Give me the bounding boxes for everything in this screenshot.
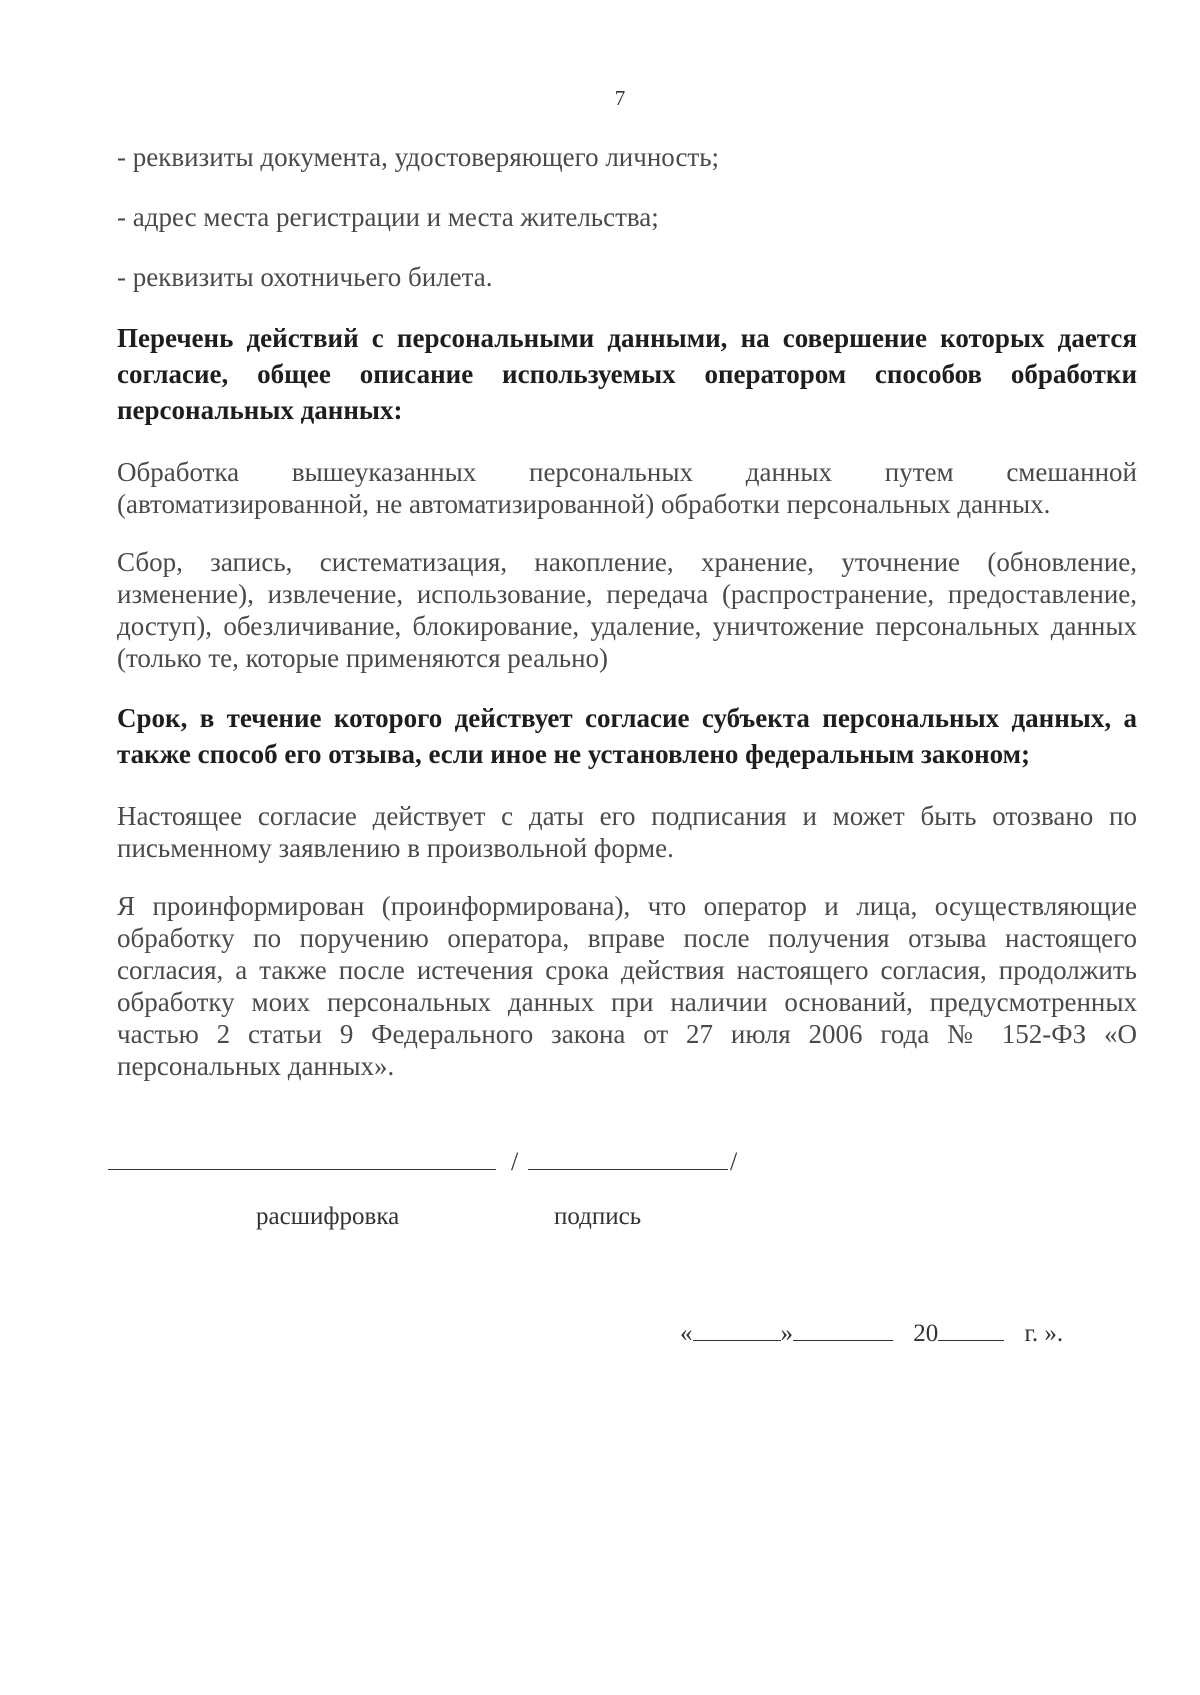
slash-open: /	[511, 1147, 519, 1176]
date-close-quote: »	[780, 1320, 793, 1347]
document-body	[117, 140, 1137, 1108]
section-heading-term: Срок, в течение которого действует согласие субъекта персональных данных, а также способ его отзыва, если иное не установлено федеральным законом;	[117, 703, 1137, 769]
list-item-id-document: - реквизиты документа, удостоверяющего личность;	[117, 142, 720, 172]
section-heading-actions: Перечень действий с персональными данными, на совершение которых дается согласие, общее описание используемых оператором способов обработки персональных данных:	[117, 323, 1137, 425]
list-item-address: - адрес места регистрации и места жительства;	[117, 202, 659, 232]
paragraph-informed-notice: Я проинформирован (проинформирована), что оператор и лица, осуществляющие обработку по поручению оператора, вправе после получения отзыва настоящего согласия, а также после истечения срока действия настоящего согласия, продолжить обработку моих персональных данных при наличии оснований, предусмотренных частью 2 статьи 9 Федерального закона от 27 июля 2006 года № 152-ФЗ «О персональных данных».	[117, 891, 1137, 1081]
paragraph-processing-method: Обработка вышеуказанных персональных данных путем смешанной (автоматизированной, не автоматизированной) обработки персональных данных.	[117, 457, 1137, 519]
day-blank[interactable]	[693, 1320, 781, 1341]
paragraph-consent-validity: Настоящее согласие действует с даты его подписания и может быть отозвано по письменному заявлению в произвольной форме.	[117, 801, 1137, 863]
decoding-caption: расшифровка	[256, 1203, 400, 1230]
slash-close: /	[730, 1147, 738, 1176]
list-item-hunting-license: - реквизиты охотничьего билета.	[117, 262, 493, 292]
year-blank[interactable]	[938, 1320, 1004, 1341]
page-number: 7	[614, 86, 626, 110]
signature-caption: подпись	[554, 1203, 642, 1230]
date-suffix: г. ».	[1024, 1320, 1064, 1347]
signature-row	[108, 1147, 748, 1177]
decoding-blank-line[interactable]	[108, 1169, 496, 1170]
date-line	[680, 1320, 1063, 1348]
signature-blank-line[interactable]	[528, 1169, 728, 1170]
month-blank[interactable]	[793, 1320, 893, 1341]
date-open-quote: «	[680, 1320, 693, 1347]
paragraph-actions-list: Сбор, запись, систематизация, накопление, хранение, уточнение (обновление, изменение), извлечение, использование, передача (распространение, предоставление, доступ), обезличивание, блокирование, удаление, уничтожение персональных данных (только те, которые применяются реально)	[117, 547, 1137, 673]
year-prefix: 20	[913, 1320, 939, 1347]
